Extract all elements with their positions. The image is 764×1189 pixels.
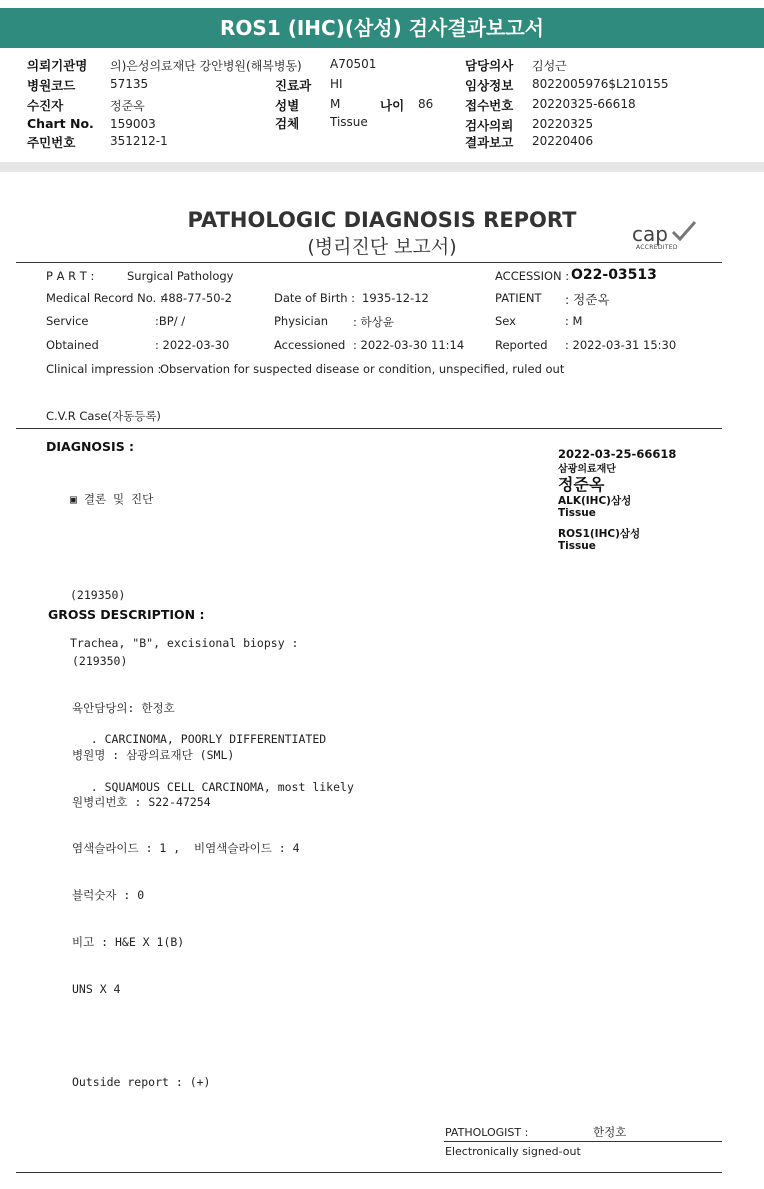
gross-description-label: GROSS DESCRIPTION :: [48, 607, 205, 622]
gross-line: 비고 : H&E X 1(B): [72, 934, 185, 949]
age-value: 86: [418, 97, 434, 111]
chart-label: Chart No.: [27, 116, 94, 131]
gross-line: UNS X 4: [72, 981, 121, 996]
service-label: Service: [46, 314, 89, 328]
id-value: 351212-1: [110, 134, 168, 148]
sticker-spec2: Tissue: [558, 540, 596, 552]
institution-code: A70501: [330, 57, 377, 71]
sticker-name: 정준옥: [558, 475, 605, 494]
gross-line: 블럭숫자 : 0: [72, 888, 145, 903]
accession-label: ACCESSION :: [495, 269, 570, 283]
physician-label: Physician: [274, 314, 329, 328]
signed-out-text: Electronically signed-out: [445, 1145, 581, 1158]
clinical-impression-label: Clinical impression :: [46, 362, 162, 376]
accessioned-value: : 2022-03-30 11:14: [353, 338, 465, 352]
hospital-code-label: 병원코드: [27, 78, 76, 93]
dob-value: 1935-12-12: [362, 291, 429, 305]
accession-value: O22-03513: [571, 267, 657, 283]
diagnosis-line: (219350): [70, 588, 126, 602]
doctor-value: 김성근: [532, 59, 567, 73]
patient-label-en: PATIENT: [495, 291, 542, 305]
result-label: 결과보고: [465, 135, 514, 150]
report-title-ko: (병리진단 보고서): [307, 236, 457, 258]
sticker-test1: ALK(IHC)삼성: [558, 495, 632, 507]
clinical-info-label: 임상정보: [465, 78, 514, 93]
accessioned-label: Accessioned: [274, 338, 346, 352]
divider: [16, 428, 722, 429]
report-title-bar: ROS1 (IHC)(삼성) 검사결과보고서: [0, 8, 764, 48]
obtained-value: : 2022-03-30: [155, 338, 230, 352]
dept-label: 진료과: [275, 78, 312, 93]
footer-divider: [16, 1172, 722, 1173]
reported-value: : 2022-03-31 15:30: [565, 338, 677, 352]
diagnosis-line: [70, 539, 354, 555]
chart-value: 159003: [110, 117, 156, 131]
dob-label: Date of Birth :: [274, 291, 356, 305]
physician-value: : 하상윤: [353, 315, 394, 329]
clinical-impression-value: Observation for suspected disease or condition, unspecified, ruled out: [160, 362, 565, 376]
institution-label: 의뢰기관명: [27, 58, 88, 73]
patient-value-en: : 정준옥: [565, 292, 610, 307]
sticker-receipt: 2022-03-25-66618: [558, 447, 677, 461]
sex-value: M: [330, 97, 341, 111]
mrn-value: 488-77-50-2: [161, 291, 232, 305]
cap-accredited-logo: [632, 220, 702, 254]
gross-line: (219350): [72, 654, 128, 669]
pathologist-name: 한정호: [593, 1125, 627, 1139]
request-value: 20220325: [532, 117, 594, 131]
pathology-report: [0, 172, 764, 1189]
diagnosis-line: Trachea, "B", excisional biopsy :: [70, 636, 299, 650]
gross-description-text: [72, 623, 300, 1122]
diagnosis-line: . SQUAMOUS CELL CARCINOMA, most likely: [70, 780, 354, 794]
age-label: 나이: [380, 98, 405, 113]
cap-logo-text: cap: [632, 222, 668, 246]
diagnosis-line: ▣ 결론 및 진단: [70, 492, 154, 506]
patient-value: 정준옥: [110, 99, 145, 113]
cap-accredited-text: ACCREDITED: [636, 244, 678, 251]
section-separator: [0, 162, 764, 172]
gross-line: 원병리번호 : S22-47254: [72, 794, 211, 809]
sticker-spec1: Tissue: [558, 507, 596, 519]
dept-value: HI: [330, 77, 343, 91]
doctor-label: 담당의사: [465, 58, 514, 73]
id-label: 주민번호: [27, 135, 76, 150]
request-label: 검사의뢰: [465, 118, 514, 133]
specimen-label: 검체: [275, 116, 300, 131]
service-value: :BP/ /: [155, 314, 186, 328]
result-value: 20220406: [532, 134, 594, 148]
specimen-value: Tissue: [330, 115, 368, 129]
cvr-case: C.V.R Case(자동등록): [46, 409, 161, 423]
signature-line: [444, 1141, 722, 1142]
sex-label: 성별: [275, 98, 300, 113]
mrn-label: Medical Record No. :: [46, 291, 164, 305]
sex-label-en: Sex: [495, 314, 516, 328]
sticker-org: 삼광의료재단: [558, 464, 616, 475]
receipt-value: 20220325-66618: [532, 97, 636, 111]
reported-label: Reported: [495, 338, 548, 352]
patient-label: 수진자: [27, 98, 64, 113]
institution-value: 의)은성의료재단 강안병원(해복병동): [110, 59, 302, 73]
gross-line: Outside report : (+): [72, 1075, 211, 1090]
diagnosis-label: DIAGNOSIS :: [46, 439, 135, 454]
checkmark-icon: [670, 220, 698, 242]
hospital-code-value: 57135: [110, 77, 149, 91]
part-value: Surgical Pathology: [127, 269, 234, 283]
report-title-en: PATHOLOGIC DIAGNOSIS REPORT: [187, 208, 577, 232]
receipt-label: 접수번호: [465, 98, 514, 113]
sticker-test2: ROS1(IHC)삼성: [558, 528, 641, 540]
sex-value-en: : M: [565, 314, 583, 328]
part-label: P A R T :: [46, 269, 95, 283]
gross-line: [72, 1028, 300, 1044]
request-header: [0, 50, 764, 162]
gross-line: 염색슬라이드 : 1 , 비염색슬라이드 : 4: [72, 841, 300, 856]
obtained-label: Obtained: [46, 338, 99, 352]
divider: [16, 262, 722, 263]
gross-line: 육안담당의: 한정호: [72, 700, 175, 715]
diagnosis-line: . CARCINOMA, POORLY DIFFERENTIATED: [70, 732, 327, 746]
clinical-info-value: 8022005976$L210155: [532, 77, 669, 91]
gross-line: 병원명 : 삼광의료재단 (SML): [72, 747, 235, 762]
pathologist-label: PATHOLOGIST :: [445, 1126, 529, 1139]
